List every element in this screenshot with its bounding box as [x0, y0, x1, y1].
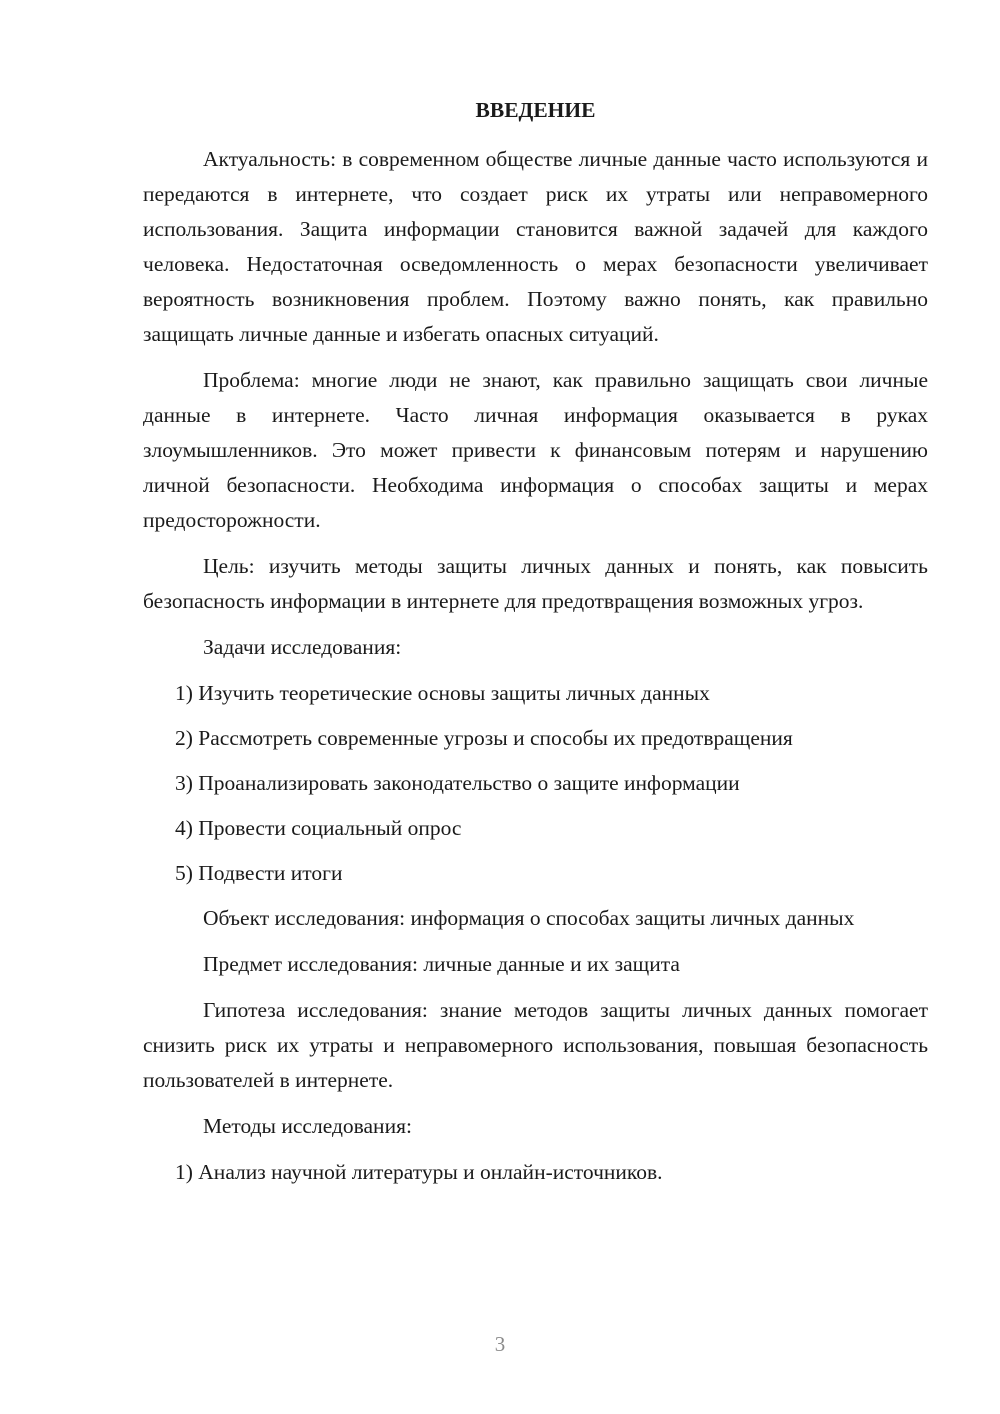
list-item: 5) Подвести итоги — [175, 861, 343, 885]
page-title: ВВЕДЕНИЕ — [475, 98, 596, 122]
list-item: 4) Провести социальный опрос — [175, 816, 462, 840]
methods-title: Методы исследования: — [203, 1114, 412, 1138]
list-item: 1) Изучить теоретические основы защиты личных данных — [175, 681, 710, 705]
problem-paragraph: Проблема: многие люди не знают, как правильно защищать свои личные данные в интернете. Часто личная информация оказывается в руках злоумышленников. Это может привести к финансовым потерям и нарушению личной безопасности. Необходима информация о способах защиты и мерах предосторожности. — [143, 368, 928, 532]
object-paragraph: Объект исследования: информация о способах защиты личных данных — [203, 906, 855, 930]
list-item: 2) Рассмотреть современные угрозы и способы их предотвращения — [175, 726, 793, 750]
list-item: 3) Проанализировать законодательство о защите информации — [175, 771, 740, 795]
goal-paragraph: Цель: изучить методы защиты личных данных и понять, как повысить безопасность информации в интернете для предотвращения возможных угроз. — [143, 554, 928, 613]
relevance-paragraph: Актуальность: в современном обществе личные данные часто используются и передаются в интернете, что создает риск их утраты или неправомерного использования. Защита информации становится важной задачей для каждого человека. Недостаточная осведомленность о мерах безопасности увеличивает вероятность возникновения проблем. Поэтому важно понять, как правильно защищать личные данные и избегать опасных ситуаций. — [143, 147, 928, 346]
hypothesis-paragraph: Гипотеза исследования: знание методов защиты личных данных помогает снизить риск их утраты и неправомерного использования, повышая безопасность пользователей в интернете. — [143, 998, 928, 1092]
document-page — [143, 96, 928, 1200]
subject-paragraph: Предмет исследования: личные данные и их защита — [203, 952, 680, 976]
tasks-title: Задачи исследования: — [203, 635, 402, 659]
list-item: 1) Анализ научной литературы и онлайн-источников. — [175, 1160, 663, 1184]
page-number: 3 — [494, 1332, 506, 1356]
